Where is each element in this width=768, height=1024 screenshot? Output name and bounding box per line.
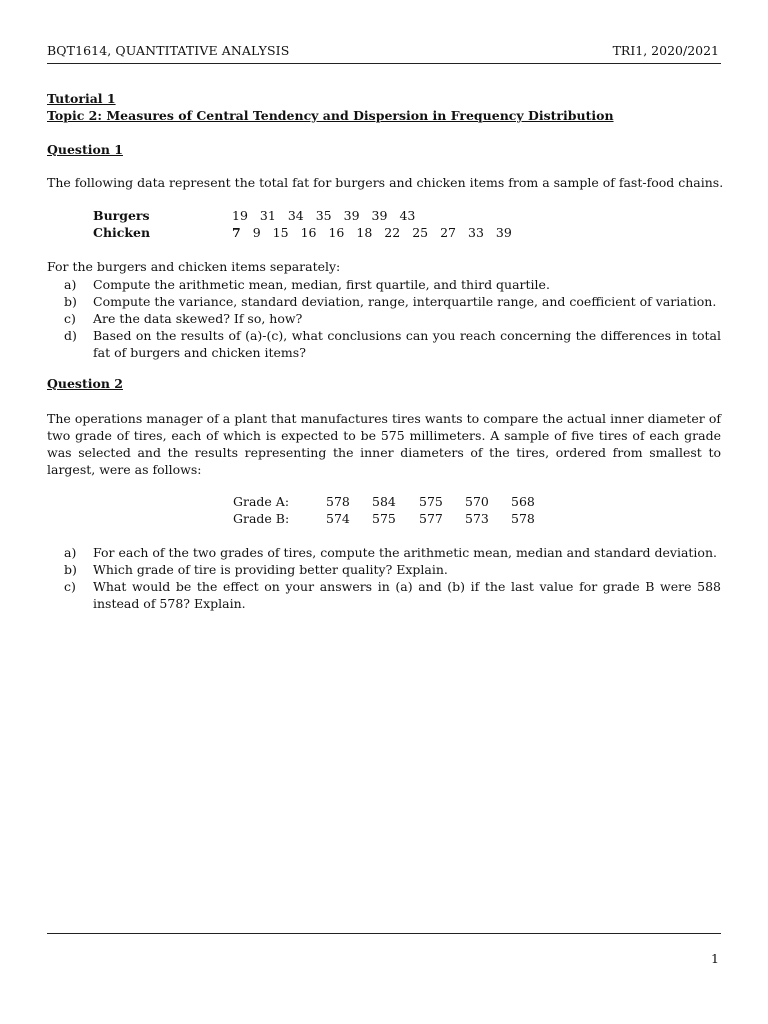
chicken-value: 16 <box>300 225 317 240</box>
list-item-label: a) <box>64 545 77 560</box>
list-item <box>64 578 721 612</box>
list-item-label: d) <box>64 328 77 343</box>
chicken-value: 18 <box>356 225 373 240</box>
burgers-value: 39 <box>371 208 388 223</box>
burgers-label: Burgers <box>93 208 150 223</box>
chicken-value: 9 <box>252 225 261 240</box>
list-item <box>64 276 721 293</box>
header-rule <box>47 63 721 64</box>
list-item-label: c) <box>64 311 76 326</box>
list-item-text: Compute the variance, standard deviation, range, interquartile range, and coefficient of variation. <box>93 294 717 309</box>
list-item-text: Compute the arithmetic mean, median, first quartile, and third quartile. <box>93 277 550 292</box>
burgers-value: 43 <box>399 208 416 223</box>
list-item-label: b) <box>64 562 77 577</box>
grade-a-label: Grade A: <box>233 494 290 509</box>
grade-a-value: 570 <box>465 494 489 509</box>
grade-b-label: Grade B: <box>233 511 290 526</box>
burgers-value: 35 <box>315 208 332 223</box>
list-item <box>64 310 721 327</box>
list-item-text: Based on the results of (a)-(c), what conclusions can you reach concerning the differences in total fat of burgers and chicken items? <box>93 328 721 360</box>
grade-a-value: 568 <box>511 494 535 509</box>
burgers-value: 34 <box>287 208 304 223</box>
list-item-label: a) <box>64 277 77 292</box>
term-header: TRI1, 2020/2021 <box>612 43 719 58</box>
list-item-label: c) <box>64 579 76 594</box>
chicken-value: 39 <box>495 225 512 240</box>
list-item-label: b) <box>64 294 77 309</box>
burgers-value: 39 <box>343 208 360 223</box>
list-item-text: Are the data skewed? If so, how? <box>93 311 303 326</box>
chicken-value: 7 <box>232 225 241 240</box>
grade-b-value: 578 <box>511 511 535 526</box>
grade-a-value: 584 <box>372 494 396 509</box>
course-header: BQT1614, QUANTITATIVE ANALYSIS <box>47 43 290 58</box>
list-item-text: Which grade of tire is providing better quality? Explain. <box>93 562 448 577</box>
question-1-lead: For the burgers and chicken items separately: <box>47 259 341 274</box>
chicken-label: Chicken <box>93 225 151 240</box>
burgers-value: 31 <box>259 208 276 223</box>
page-number: 1 <box>711 951 719 966</box>
list-item <box>64 327 721 361</box>
question-1-intro: The following data represent the total fat for burgers and chicken items from a sample of fast-food chains. <box>47 175 724 190</box>
grade-b-value: 577 <box>419 511 443 526</box>
list-item <box>64 544 721 561</box>
list-item <box>64 293 721 310</box>
question-2-intro: The operations manager of a plant that manufactures tires wants to compare the actual inner diameter of two grade of tires, each of which is expected to be 575 millimeters. A sample of five tires of each grade was selected and the results representing the inner diameters of the tires, ordered from smallest to largest, were as follows: <box>47 411 721 477</box>
burgers-values <box>232 208 427 223</box>
question-1-heading: Question 1 <box>47 142 123 157</box>
question-2-heading: Question 2 <box>47 376 123 391</box>
chicken-value: 22 <box>384 225 401 240</box>
chicken-value: 25 <box>412 225 429 240</box>
list-item-text: What would be the effect on your answers in (a) and (b) if the last value for grade B were 588 instead of 578? Explain. <box>93 579 721 611</box>
footer-rule <box>47 933 721 934</box>
list-item <box>64 561 721 578</box>
list-item-text: For each of the two grades of tires, compute the arithmetic mean, median and standard deviation. <box>93 545 717 560</box>
chicken-value: 15 <box>272 225 289 240</box>
grade-b-value: 574 <box>326 511 350 526</box>
grade-b-value: 573 <box>465 511 489 526</box>
grade-a-value: 578 <box>326 494 350 509</box>
chicken-value: 33 <box>468 225 484 240</box>
tutorial-title: Tutorial 1 <box>47 91 116 106</box>
burgers-value: 19 <box>232 208 248 223</box>
topic-title: Topic 2: Measures of Central Tendency and Dispersion in Frequency Distribution <box>47 108 614 123</box>
chicken-value: 16 <box>328 225 345 240</box>
grade-b-value: 575 <box>372 511 396 526</box>
chicken-values <box>232 225 524 240</box>
grade-a-value: 575 <box>419 494 443 509</box>
chicken-value: 27 <box>440 225 456 240</box>
